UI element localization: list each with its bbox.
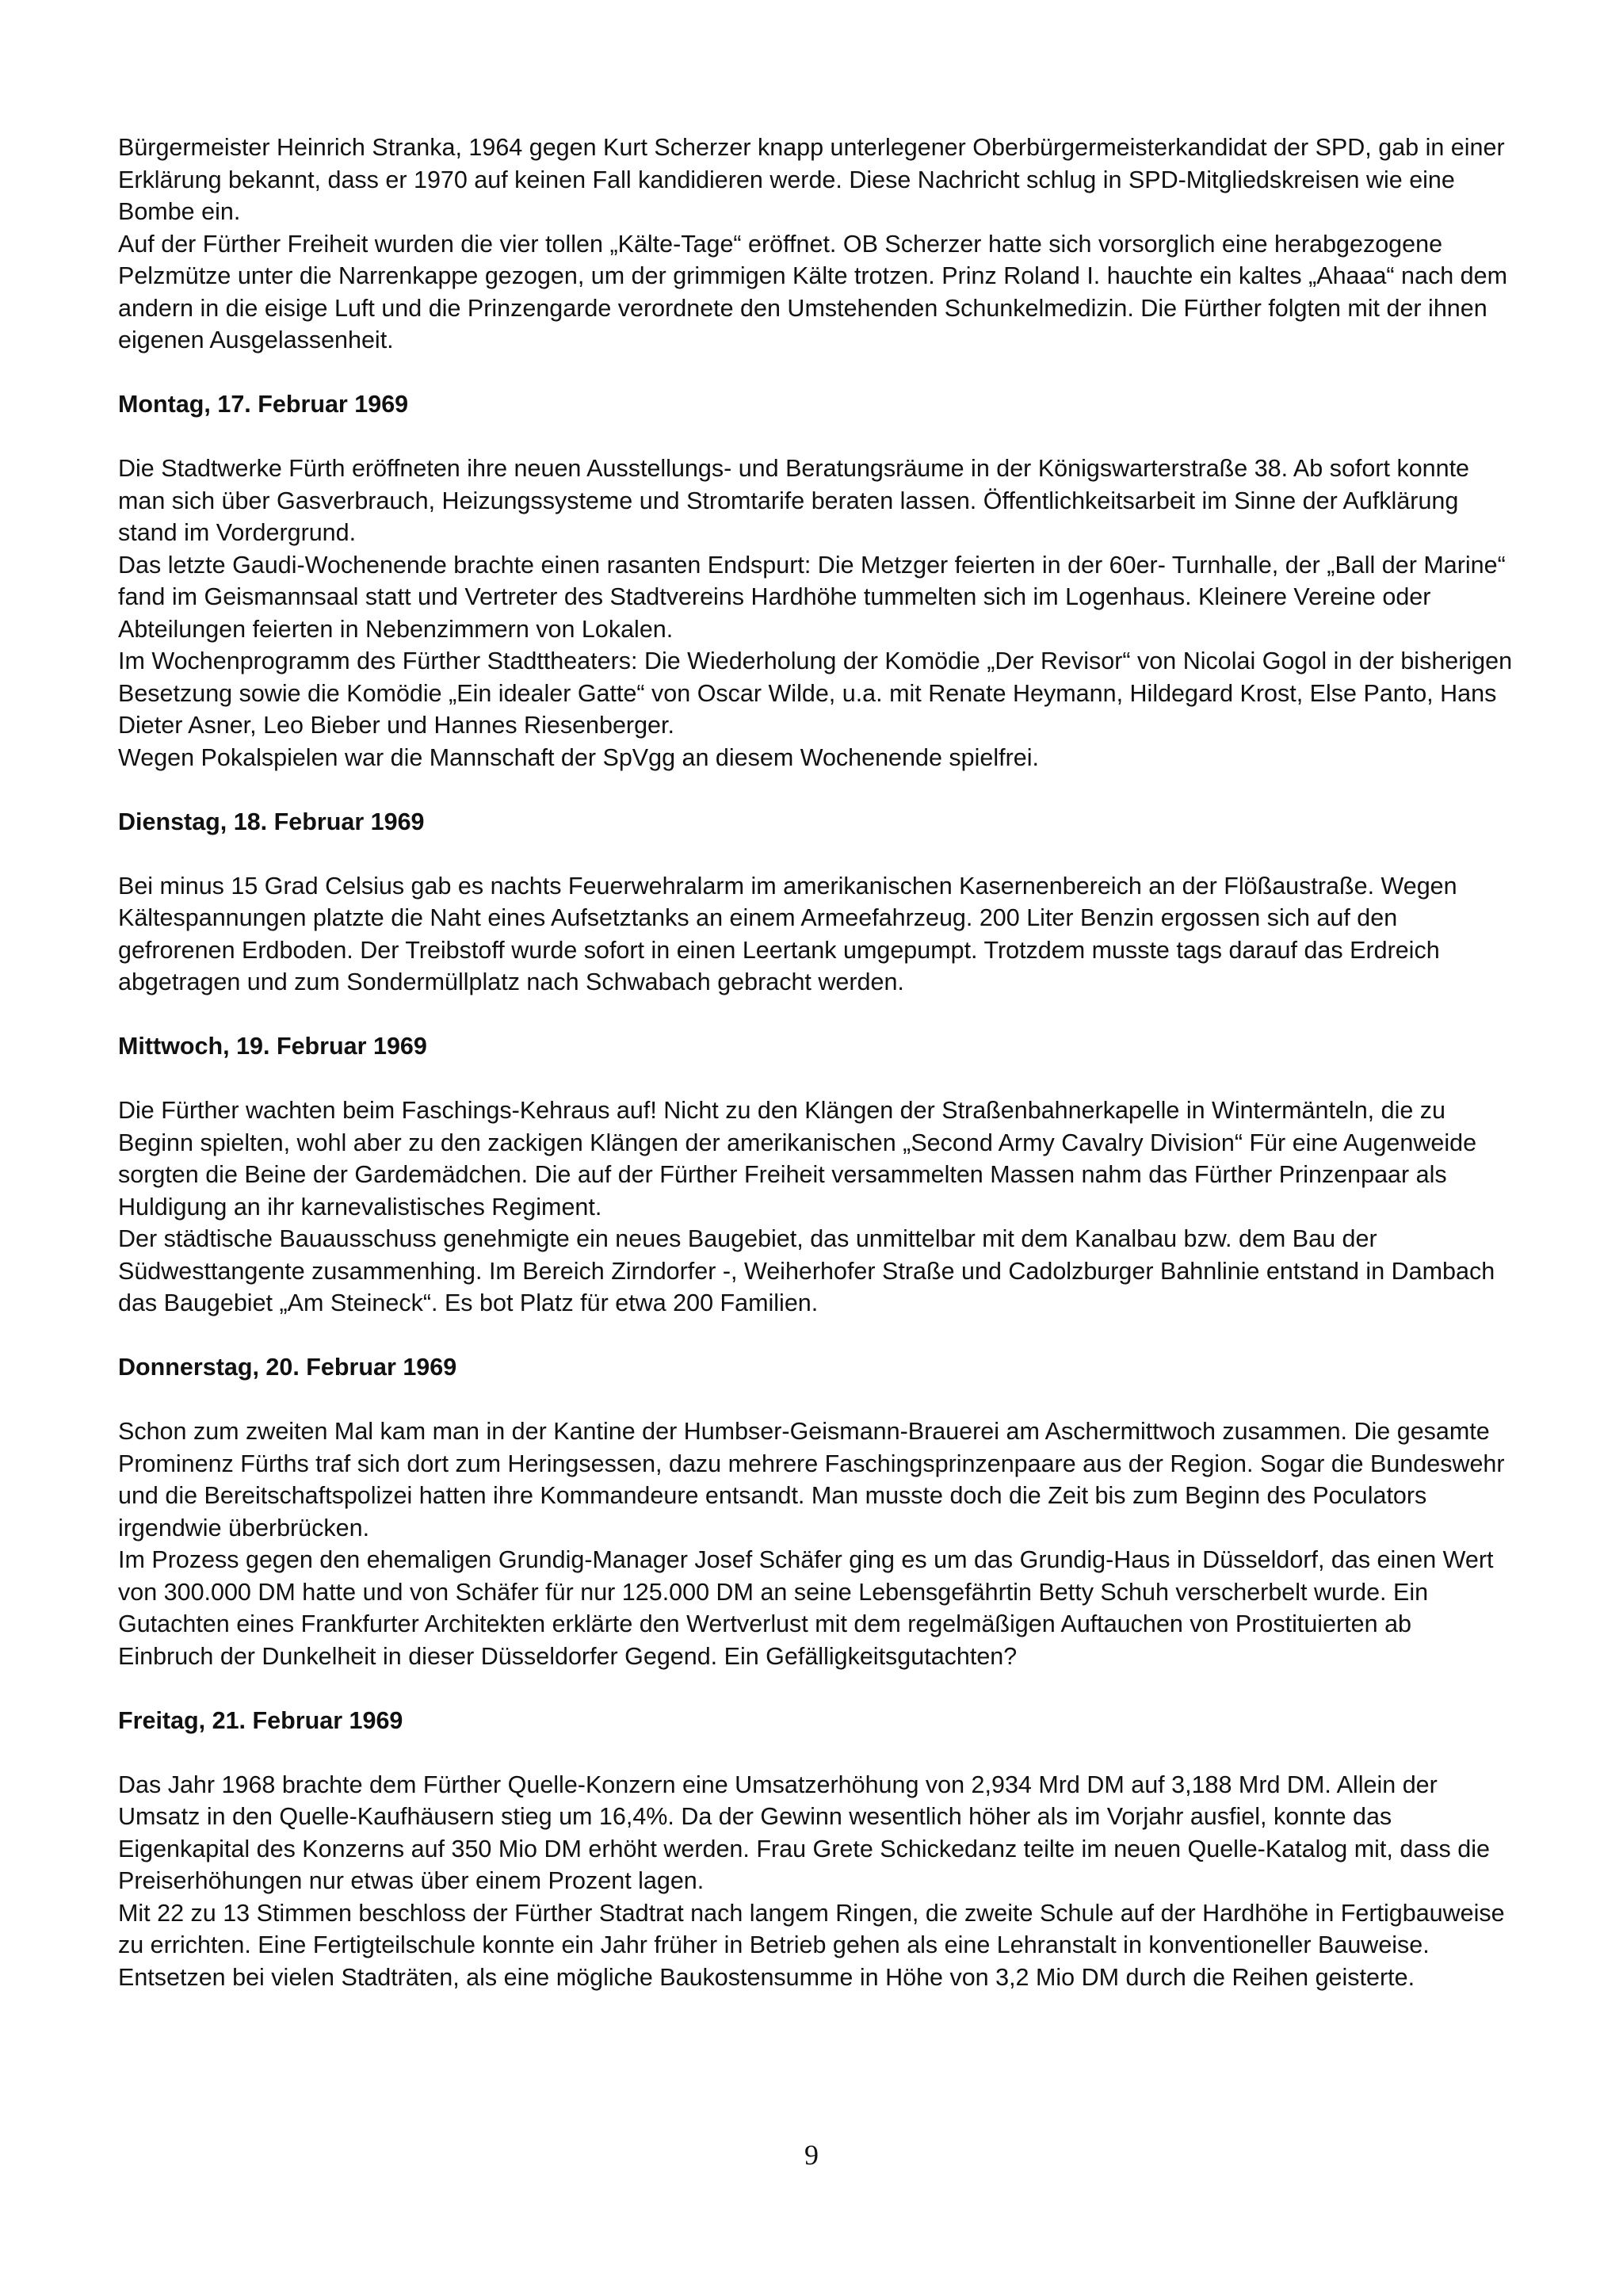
section-dienstag bbox=[118, 806, 1513, 999]
section-heading: Donnerstag, 20. Februar 1969 bbox=[118, 1354, 457, 1381]
paragraph: Das letzte Gaudi-Wochenende brachte einen rasanten Endspurt: Die Metzger feierten in der 60er- Turnhalle, der „Ball der Marine“ fand im Geismannsaal statt und Vertreter des Stadtvereins Hardhöhe tummelten sich im Logenhaus. Kleinere Vereine oder Abteilungen feierten in Nebenzimmern von Lokalen. bbox=[118, 551, 1506, 643]
section-heading: Mittwoch, 19. Februar 1969 bbox=[118, 1033, 427, 1060]
section-heading: Freitag, 21. Februar 1969 bbox=[118, 1706, 403, 1734]
section-heading: Dienstag, 18. Februar 1969 bbox=[118, 808, 425, 835]
document-body bbox=[118, 132, 1513, 1993]
paragraph: Auf der Fürther Freiheit wurden die vier tollen „Kälte-Tage“ eröffnet. OB Scherzer hatte sich vorsorglich eine herabgezogene Pelzmütze unter die Narrenkappe gezogen, um der grimmigen Kälte trotzen. Prinz Roland I. hauchte ein kaltes „Ahaaa“ nach dem andern in die eisige Luft und die Prinzengarde verordnete den Umstehenden Schunkelmedizin. Die Fürther folgten mit der ihnen eigenen Ausgelassenheit. bbox=[118, 230, 1508, 353]
section-mittwoch bbox=[118, 1030, 1513, 1320]
page-number: 9 bbox=[804, 2139, 819, 2171]
paragraph: Mit 22 zu 13 Stimmen beschloss der Fürther Stadtrat nach langem Ringen, die zweite Schule auf der Hardhöhe in Fertigbauweise zu errichten. Eine Fertigteilschule konnte ein Jahr früher in Betrieb gehen als eine Lehranstalt in konventioneller Bauweise. Entsetzen bei vielen Stadträten, als eine mögliche Baukostensumme in Höhe von 3,2 Mio DM durch die Reihen geisterte. bbox=[118, 1899, 1505, 1991]
paragraph: Die Fürther wachten beim Faschings-Kehraus auf! Nicht zu den Klängen der Straßenbahnerkapelle in Wintermänteln, die zu Beginn spielten, wohl aber zu den zackigen Klängen der amerikanischen „Second Army Cavalry Division“ Für eine Augenweide sorgten die Beine der Gardemädchen. Die auf der Fürther Freiheit versammelten Massen nahm das Fürther Prinzenpaar als Huldigung an ihr karnevalistisches Regiment. bbox=[118, 1097, 1477, 1221]
intro-block bbox=[118, 132, 1513, 357]
paragraph: Der städtische Bauausschuss genehmigte ein neues Baugebiet, das unmittelbar mit dem Kanalbau bzw. dem Bau der Südwesttangente zusammenhing. Im Bereich Zirndorfer -, Weiherhofer Straße und Cadolzburger Bahnlinie entstand in Dambach das Baugebiet „Am Steineck“. Es bot Platz für etwa 200 Familien. bbox=[118, 1225, 1495, 1316]
paragraph: Im Prozess gegen den ehemaligen Grundig-Manager Josef Schäfer ging es um das Grundig-Haus in Düsseldorf, das einen Wert von 300.000 DM hatte und von Schäfer für nur 125.000 DM an seine Lebensgefährtin Betty Schuh verscherbelt wurde. Ein Gutachten eines Frankfurter Architekten erklärte den Wertverlust mit dem regelmäßigen Auftauchen von Prostituierten ab Einbruch der Dunkelheit in dieser Düsseldorfer Gegend. Ein Gefälligkeitsgutachten? bbox=[118, 1546, 1494, 1670]
paragraph: Das Jahr 1968 brachte dem Fürther Quelle-Konzern eine Umsatzerhöhung von 2,934 Mrd DM auf 3,188 Mrd DM. Allein der Umsatz in den Quelle-Kaufhäusern stieg um 16,4%. Da der Gewinn wesentlich höher als im Vorjahr ausfiel, konnte das Eigenkapital des Konzerns auf 350 Mio DM erhöht werden. Frau Grete Schickedanz teilte im neuen Quelle-Katalog mit, dass die Preiserhöhungen nur etwas über einem Prozent lagen. bbox=[118, 1771, 1490, 1894]
paragraph: Schon zum zweiten Mal kam man in der Kantine der Humbser-Geismann-Brauerei am Aschermittwoch zusammen. Die gesamte Prominenz Fürths traf sich dort zum Heringsessen, dazu mehrere Faschingsprinzenpaare aus der Region. Sogar die Bundeswehr und die Bereitschaftspolizei hatten ihre Kommandeure entsandt. Man musste doch die Zeit bis zum Beginn des Poculators irgendwie überbrücken. bbox=[118, 1418, 1505, 1541]
section-donnerstag bbox=[118, 1351, 1513, 1672]
paragraph: Die Stadtwerke Fürth eröffneten ihre neuen Ausstellungs- und Beratungsräume in der Königswarterstraße 38. Ab sofort konnte man sich über Gasverbrauch, Heizungssysteme und Stromtarife beraten lassen. Öffentlichkeitsarbeit im Sinne der Aufklärung stand im Vordergrund. bbox=[118, 455, 1470, 546]
section-freitag bbox=[118, 1705, 1513, 1994]
paragraph: Bei minus 15 Grad Celsius gab es nachts Feuerwehralarm im amerikanischen Kasernenbereich an der Flößaustraße. Wegen Kältespannungen platzte die Naht eines Aufsetztanks an einem Armeefahrzeug. 200 Liter Benzin ergossen sich auf den gefrorenen Erdboden. Der Treibstoff wurde sofort in einen Leertank umgepumpt. Trotzdem musste tags darauf das Erdreich abgetragen und zum Sondermüllplatz nach Schwabach gebracht werden. bbox=[118, 872, 1457, 995]
paragraph: Im Wochenprogramm des Fürther Stadttheaters: Die Wiederholung der Komödie „Der Revisor“ von Nicolai Gogol in der bisherigen Besetzung sowie die Komödie „Ein idealer Gatte“ von Oscar Wilde, u.a. mit Renate Heymann, Hildegard Krost, Else Panto, Hans Dieter Asner, Leo Bieber und Hannes Riesenberger. bbox=[118, 648, 1513, 739]
paragraph: Wegen Pokalspielen war die Mannschaft der SpVgg an diesem Wochenende spielfrei. bbox=[118, 743, 1039, 771]
paragraph: Bürgermeister Heinrich Stranka, 1964 gegen Kurt Scherzer knapp unterlegener Oberbürgermeisterkandidat der SPD, gab in einer Erklärung bekannt, dass er 1970 auf keinen Fall kandidieren werde. Diese Nachricht schlug in SPD-Mitgliedskreisen wie eine Bombe ein. bbox=[118, 134, 1505, 225]
section-montag bbox=[118, 388, 1513, 774]
section-heading: Montag, 17. Februar 1969 bbox=[118, 391, 409, 418]
